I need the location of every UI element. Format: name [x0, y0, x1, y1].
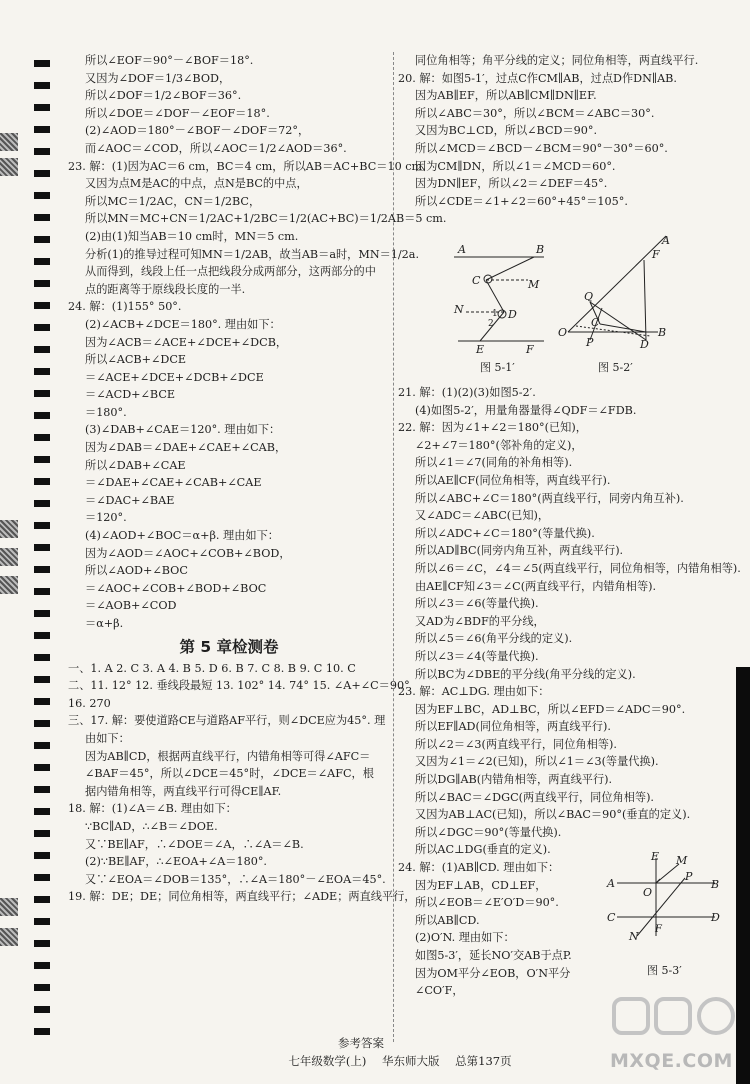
figures-5-1-5-2 — [440, 236, 670, 380]
fig-label: 1 — [492, 309, 498, 319]
fig-label: E — [651, 850, 660, 863]
timing-mark — [34, 192, 50, 199]
timing-mark — [34, 874, 50, 881]
text-line: 所以AB∥CD. — [415, 913, 480, 927]
timing-mark — [34, 786, 50, 793]
figure-5-3 — [603, 850, 721, 980]
timing-mark — [34, 654, 50, 661]
text-line: 所以∠EOB＝∠E′O′D＝90°. — [415, 896, 559, 910]
figure-caption: 图 5-2′ — [598, 361, 633, 374]
text-line: ∵BC∥AD，∴∠B＝∠DOE. — [85, 819, 218, 833]
text-line: 24. 解：(1)155° 50°. — [68, 300, 182, 314]
gray-mark — [0, 133, 18, 151]
timing-mark — [34, 830, 50, 837]
text-line: ＝120°. — [85, 511, 127, 525]
text-line: 20. 解：如图5-1′，过点C作CM∥AB，过点D作DN∥AB. — [398, 71, 677, 85]
timing-mark — [34, 456, 50, 463]
text-line: ＝∠DAC+∠BAE — [85, 493, 175, 507]
timing-mark — [34, 214, 50, 221]
timing-mark — [34, 324, 50, 331]
text-line: 所以BC为∠DBE的平分线(角平分线的定义). — [415, 667, 636, 681]
text-line: 所以∠BAC＝∠DGC(两直线平行，同位角相等). — [415, 790, 654, 804]
text-line: ＝180°. — [85, 405, 127, 419]
text-line: (4)如图5-2′，用量角器量得∠QDF＝∠FDB. — [415, 403, 637, 417]
text-line: (2)由(1)知当AB＝10 cm时，MN＝5 cm. — [85, 229, 299, 243]
text-line: 又∵∠EOA＝∠DOB＝135°，∴∠A＝180°－∠EOA＝45°. — [85, 872, 386, 886]
text-line: 23. 解：AC⊥DG. 理由如下： — [398, 685, 550, 699]
text-line: 16. 270 — [68, 696, 111, 710]
text-line: (2)∵BE∥AF，∴∠EOA+∠A＝180°. — [85, 855, 267, 869]
timing-mark — [34, 522, 50, 529]
timing-mark — [34, 280, 50, 287]
chapter-title: 第 5 章检测卷 — [179, 637, 279, 656]
watermark-text: MXQE.COM — [610, 1050, 733, 1072]
edge-tab — [736, 667, 750, 1084]
fig-label: A — [607, 877, 615, 890]
text-line: 又因为BC⊥CD，所以∠BCD＝90°. — [415, 124, 598, 138]
page-number: 总第137页 — [455, 1054, 512, 1068]
text-line: 由AE∥CF知∠3＝∠C(两直线平行，内错角相等). — [415, 579, 657, 593]
timing-mark — [34, 258, 50, 265]
text-line: 所以DG∥AB(内错角相等，两直线平行). — [415, 773, 613, 787]
text-line: 因为OM平分∠EOB，O′N平分 — [415, 966, 571, 980]
text-line: 三、17. 解：要使道路CE与道路AF平行，则∠DCE应为45°. 理 — [68, 714, 386, 728]
fig-label: P — [586, 336, 594, 349]
text-line: 所以∠DAB+∠CAE — [85, 458, 186, 472]
fig-label: M — [676, 854, 688, 867]
gray-mark — [0, 520, 18, 538]
timing-mark — [34, 148, 50, 155]
text-line: 又因为点M是AC的中点，点N是BC的中点， — [85, 177, 308, 191]
timing-mark — [34, 412, 50, 419]
text-line: 所以∠3＝∠4(等量代换). — [415, 649, 539, 663]
timing-mark — [34, 434, 50, 441]
watermark-shape — [699, 999, 733, 1033]
tick — [656, 879, 660, 883]
text-line: 又因为∠1＝∠2(已知)，所以∠1＝∠3(等量代换). — [415, 755, 659, 769]
text-line: 所以AE∥CF(同位角相等，两直线平行). — [415, 473, 611, 487]
fig-label: A — [662, 234, 670, 247]
fig-label: 2 — [488, 319, 494, 329]
text-line: 所以∠DOE＝∠DOF－∠EOF＝18°. — [85, 106, 270, 120]
text-line: 又因为AB⊥AC(已知)，所以∠BAC＝90°(垂直的定义). — [415, 808, 691, 822]
timing-mark — [34, 544, 50, 551]
text-line: 所以MC＝1/2AC，CN＝1/2BC， — [85, 194, 261, 208]
text-line: (2)O′N. 理由如下： — [415, 931, 515, 945]
timing-mark — [34, 896, 50, 903]
text-line: 所以∠DGC＝90°(等量代换). — [415, 825, 562, 839]
text-line: (2)∠AOD＝180°－∠BOF－∠DOF＝72°， — [85, 124, 310, 138]
text-line: 所以∠ADC+∠C＝180°(等量代换). — [415, 526, 595, 540]
fig-label: D — [711, 911, 720, 924]
timing-mark — [34, 60, 50, 67]
segment-bc — [486, 257, 534, 280]
text-line: 分析(1)的推导过程可知MN＝1/2AB，故当AB＝a时，MN＝1/2a. — [85, 247, 420, 261]
segment-cd — [486, 280, 504, 312]
text-line: 二、11. 12° 12. 垂线段最短 13. 102° 14. 74° 15. ∠A+∠C＝90° — [68, 679, 410, 693]
text-line: 所以AC⊥DG(垂直的定义). — [415, 843, 551, 857]
text-line: 所以EF∥AD(同位角相等，两直线平行). — [415, 720, 611, 734]
timing-mark — [34, 478, 50, 485]
text-line: 因为EF⊥AB，CD⊥EF， — [415, 878, 547, 892]
timing-mark — [34, 104, 50, 111]
timing-mark — [34, 566, 50, 573]
text-line: 又AD为∠BDF的平分线， — [415, 614, 545, 628]
text-line: 因为∠ACB＝∠ACE+∠DCE+∠DCB， — [85, 335, 288, 349]
timing-mark — [34, 852, 50, 859]
timing-mark — [34, 126, 50, 133]
figure-5-1-labels — [453, 243, 544, 356]
text-line: 所以∠ABC＝30°，所以∠BCM＝∠ABC＝30°. — [415, 106, 655, 120]
text-line: 又因为∠DOF＝1/3∠BOD， — [85, 71, 231, 85]
timing-mark — [34, 390, 50, 397]
text-line: 21. 解：(1)(2)(3)如图5-2′. — [398, 386, 536, 399]
text-line: 24. 解：(1)AB∥CD. 理由如下： — [398, 861, 560, 875]
fig-label: C — [607, 911, 616, 924]
gray-mark — [0, 576, 18, 594]
text-line: 所以∠DOF＝1/2∠BOF＝36°. — [85, 89, 242, 103]
text-line: 因为CM∥DN，所以∠1＝∠MCD＝60°. — [415, 159, 616, 173]
figure-caption: 图 5-3′ — [647, 964, 682, 977]
segment-cd2 — [600, 324, 646, 332]
watermark-shape — [614, 999, 648, 1033]
timing-mark — [34, 720, 50, 727]
timing-mark — [34, 236, 50, 243]
timing-mark — [34, 940, 50, 947]
text-line: 所以MN＝MC+CN＝1/2AC+1/2BC＝1/2(AC+BC)＝1/2AB＝5 cm. — [85, 212, 447, 226]
text-line: 22. 解：因为∠1+∠2＝180°(已知)， — [398, 421, 587, 435]
fig-label: D — [640, 338, 649, 351]
timing-mark — [34, 764, 50, 771]
text-line: 一、1. A 2. C 3. A 4. B 5. D 6. B 7. C 8. B 9. C 10. C — [68, 661, 356, 675]
fig-label: O — [558, 326, 568, 339]
fig-label: F — [526, 343, 534, 356]
text-line: 又∵BE∥AF，∴∠DOE＝∠A，∴∠A＝∠B. — [85, 837, 304, 851]
gray-mark — [0, 158, 18, 176]
timing-mark — [34, 1028, 50, 1035]
timing-mark — [34, 984, 50, 991]
timing-mark — [34, 676, 50, 683]
timing-mark — [34, 962, 50, 969]
text-line: ＝∠DAE+∠CAE+∠CAB+∠CAE — [85, 476, 262, 490]
text-line: 由如下： — [85, 731, 130, 745]
footer-edition: 华东师大版 — [382, 1054, 440, 1068]
text-line: 23. 解：(1)因为AC＝6 cm，BC＝4 cm，所以AB＝AC+BC＝10 cm. — [68, 159, 426, 173]
text-line: 所以∠ACB+∠DCE — [85, 353, 187, 367]
fig-label: M — [528, 278, 540, 291]
text-line: ＝∠AOB+∠COD — [85, 599, 177, 613]
fig-label: P — [685, 870, 693, 883]
timing-mark — [34, 82, 50, 89]
figure-5-1 — [454, 257, 544, 341]
timing-mark — [34, 808, 50, 815]
watermark-shape — [656, 999, 690, 1033]
fig-label: F — [655, 924, 662, 935]
text-line: 所以∠2＝∠3(两直线平行，同位角相等). — [415, 737, 617, 751]
text-line: 据内错角相等，两直线平行可得CE∥AF. — [85, 784, 282, 798]
text-line: 如图5-3′，延长NO′交AB于点P. — [415, 949, 572, 962]
text-line: 所以∠ABC+∠C＝180°(两直线平行，同旁内角互补). — [415, 491, 684, 505]
figure-5-2-labels — [558, 234, 670, 351]
text-line: ＝α+β. — [85, 617, 124, 630]
text-line: 而∠AOC＝∠COD，所以∠AOC＝1/2∠AOD＝36°. — [85, 141, 347, 155]
footer-info — [250, 1053, 550, 1069]
text-line: 所以∠3＝∠6(等量代换). — [415, 597, 539, 611]
text-line: ＝∠ACE+∠DCE+∠DCB+∠DCE — [85, 370, 264, 384]
text-line: (2)∠ACB+∠DCE＝180°. 理由如下： — [85, 317, 281, 331]
timing-mark — [34, 742, 50, 749]
footer-grade: 七年级数学(上) — [288, 1054, 367, 1068]
text-line: 所以∠CDE＝∠1+∠2＝60°+45°＝105°. — [415, 194, 628, 208]
text-line: 从而得到，线段上任一点把线段分成两部分，这两部分的中 — [85, 265, 376, 279]
timing-mark — [34, 610, 50, 617]
fig-label: F — [652, 248, 660, 261]
text-line: 19. 解：DE；DE；同位角相等，两直线平行；∠ADE；两直线平行， — [68, 890, 416, 904]
text-line: 因为∠DAB＝∠DAE+∠CAE+∠CAB， — [85, 441, 287, 455]
text-line: ∠CO′F， — [415, 984, 464, 998]
left-column — [68, 52, 447, 906]
footer-title: 参考答案 — [338, 1036, 384, 1050]
gray-mark — [0, 928, 18, 946]
fig-label: N — [629, 930, 639, 943]
text-line: 所以∠AOD+∠BOC — [85, 564, 188, 578]
text-line: 因为EF⊥BC，AD⊥BC，所以∠EFD＝∠ADC＝90°. — [415, 702, 686, 716]
fig-label: C — [591, 316, 600, 329]
timing-mark — [34, 302, 50, 309]
fig-label: O — [643, 886, 653, 899]
timing-mark — [34, 1006, 50, 1013]
fig-label: A — [458, 243, 466, 256]
text-line: 因为∠AOD＝∠AOC+∠COB+∠BOD， — [85, 546, 291, 560]
text-line: 所以∠6＝∠C，∠4＝∠5(两直线平行，同位角相等，内错角相等). — [415, 561, 741, 575]
fig-label: B — [711, 878, 720, 891]
text-line: 所以∠MCD＝∠BCD－∠BCM＝90°－30°＝60°. — [415, 141, 668, 155]
text-line: 因为AB∥EF，所以AB∥CM∥DN∥EF. — [415, 89, 597, 103]
figure-caption: 图 5-1′ — [480, 361, 515, 374]
fig-label: E — [476, 343, 485, 356]
gray-mark — [0, 898, 18, 916]
text-line: 所以∠EOF＝90°－∠BOF＝18°. — [85, 54, 254, 67]
timing-mark — [34, 368, 50, 375]
text-line: 所以∠1＝∠7(同角的补角相等). — [415, 456, 573, 470]
timing-mark — [34, 588, 50, 595]
text-line: ∠2+∠7＝180°(邻补角的定义)， — [415, 438, 583, 452]
text-line: 点的距离等于原线段长度的一半. — [85, 282, 246, 296]
timing-mark — [34, 346, 50, 353]
text-line: 所以AD∥BC(同旁内角互补，两直线平行). — [415, 544, 624, 558]
text-line: (4)∠AOD+∠BOC＝α+β. 理由如下： — [85, 529, 279, 543]
text-line: 因为AB∥CD，根据两直线平行，内错角相等可得∠AFC＝ — [85, 749, 371, 763]
text-line: ＝∠ACD+∠BCE — [85, 388, 176, 402]
fig-label: B — [536, 243, 545, 256]
text-line: (3)∠DAB+∠CAE＝120°. 理由如下： — [85, 423, 281, 437]
fig-label: B — [658, 326, 667, 339]
text-line: 18. 解：(1)∠A＝∠B. 理由如下： — [68, 802, 237, 816]
text-line: 因为DN∥EF，所以∠2＝∠DEF＝45°. — [415, 177, 608, 191]
timing-mark — [34, 170, 50, 177]
text-line: 同位角相等；角平分线的定义；同位角相等，两直线平行. — [415, 54, 699, 67]
timing-mark — [34, 632, 50, 639]
right-column — [398, 52, 714, 210]
timing-mark — [34, 500, 50, 507]
text-line: 又∠ADC＝∠ABC(已知)， — [415, 509, 550, 523]
line-fd — [644, 260, 646, 340]
fig-label: C — [472, 274, 481, 287]
fig-label: Q — [584, 290, 594, 303]
timing-mark — [34, 698, 50, 705]
gray-mark — [0, 548, 18, 566]
text-line: 所以∠5＝∠6(角平分线的定义). — [415, 632, 573, 646]
fig-label: D — [508, 308, 517, 321]
fig-label: N — [454, 303, 464, 316]
text-line: ∠BAF＝45°，所以∠DCE＝45°时，∠DCE＝∠AFC，根 — [85, 767, 374, 781]
text-line: ＝∠AOC+∠COB+∠BOD+∠BOC — [85, 581, 267, 595]
timing-mark — [34, 918, 50, 925]
